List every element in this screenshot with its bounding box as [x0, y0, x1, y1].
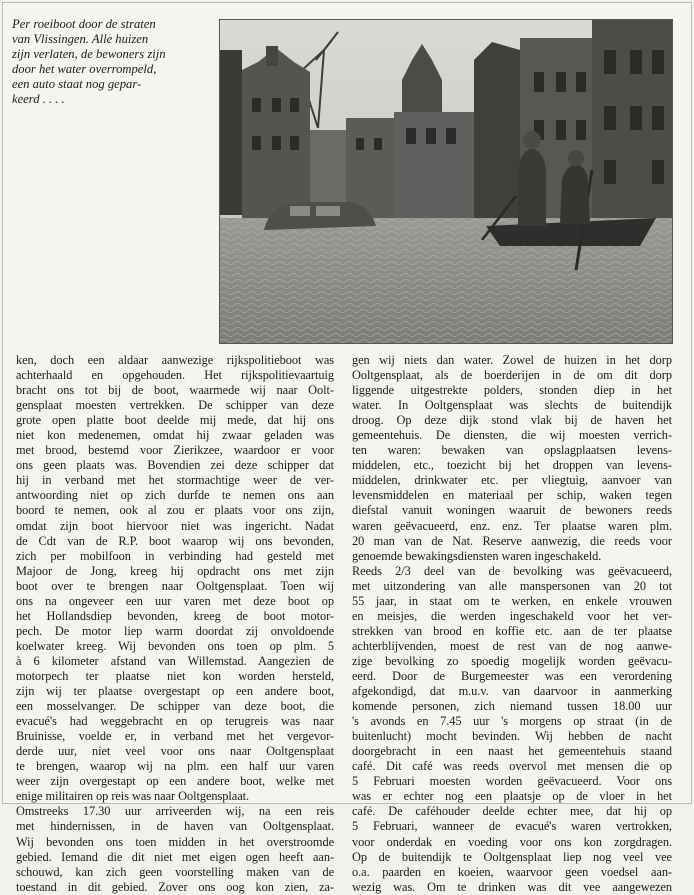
caption-line: zijn verlaten, de bewoners zijn [12, 47, 166, 62]
text-line: te brengen, waarop wij na plm. een half uur varen [16, 759, 334, 774]
caption-line: een auto staat nog gepar- [12, 77, 142, 92]
text-line: water. In Ooltgensplaat was slechts de buitendijk [352, 398, 672, 413]
text-line: gensplaat moesten vertrekken. De schipper van deze [16, 398, 334, 413]
text-line: boot over te brengen naar Ooltgensplaat. Toen wij [16, 578, 334, 593]
text-line: enige militairen op reis was naar Ooltgensplaat. [16, 789, 250, 804]
caption-line: van Vlissingen. Alle huizen [12, 32, 149, 47]
article-column-1 [16, 353, 334, 895]
text-line: strekken van brood en koffie etc. aan de ter plaatse [352, 623, 672, 638]
text-line: afgekondigd, dat m.u.v. van daarvoor in aanmerking [352, 684, 672, 699]
photo-caption [12, 17, 208, 108]
text-line: gemeentehuis. De diensten, die wij moesten verrich- [352, 428, 672, 443]
text-line: het Hollandsdiep bevonden, kreeg de boot motor- [16, 608, 334, 623]
text-line: doorgebracht in een naast het gemeentehuis staand [352, 744, 672, 759]
text-line: de Cdt van de R.P. boot waarop wij ons bevonden, [16, 533, 334, 548]
text-line: niet kon medenemen, omdat hij zwaar geladen was [16, 428, 334, 443]
text-line: ken, doch een aldaar aanwezige rijkspolitieboot was [16, 353, 334, 367]
text-line: gebied. Iemand die dit niet met eigen ogen heeft aan- [16, 849, 334, 864]
text-line: evacué's had weggebracht en op terugreis was naar [16, 714, 334, 729]
text-line: zijn wij ter plaatse overgestapt op een andere boot, [16, 684, 334, 699]
text-line: waren geëvacueerd, enz. enz. Ter plaatse waren plm. [352, 518, 672, 533]
text-line: komende personen, zich niemand tussen 18.00 uur [352, 699, 672, 714]
text-line: een mosselvanger. De schipper van deze boot, die [16, 699, 334, 714]
text-line: o.a. paarden en koeien, waarvoor geen voedsel aan- [352, 864, 672, 879]
text-line: gen wij niets dan water. Zowel de huizen in het dorp [352, 353, 672, 367]
text-line: 55 jaar, in staat om te werken, en enkele vrouwen [352, 593, 672, 608]
text-line: eerd. Door de Burgemeester was een verordening [352, 668, 672, 683]
text-line: achterhaald en opgehouden. Het rijkspolitievaartuig [16, 368, 334, 383]
text-line: met brood, bestemd voor Zierikzee, waardoor er voor [16, 443, 334, 458]
text-line: café. De caféhouder deelde echter mee, dat hij op [352, 804, 672, 819]
text-line: wezig was. Om te drinken was dit vee aangewezen [352, 879, 672, 894]
photo-illustration [220, 20, 672, 343]
text-line: à 6 kilometer afstand van Willemstad. Aangezien de [16, 653, 334, 668]
text-line: middelen, drinkwater etc. per vliegtuig, aanvoer van [352, 473, 672, 488]
text-line: 5 Februari, wanneer de evacué's waren vertrokken, [352, 819, 672, 834]
text-line: met uitzondering van alle manspersonen van 20 tot [352, 578, 672, 593]
text-line: bracht ons tot bij de boot, waarmede wij naar Oolt- [16, 383, 334, 398]
magazine-page [2, 2, 692, 894]
text-line: en meisjes, die werden ingeschakeld voor het ver- [352, 608, 672, 623]
text-line: droog. Op deze dijk stond vlak bij de haven het [352, 413, 672, 428]
text-line: weer zijn overgestapt op een andere boot, welke met [16, 774, 334, 789]
text-line: hij in verband met het stormachtige weer de ver- [16, 473, 334, 488]
text-line: 20 man van de Nat. Reserve aanwezig, die reeds voor [352, 533, 672, 548]
text-line: antwoording niet op zich durfde te nemen ons aan [16, 488, 334, 503]
text-line: Bruinisse, voelde er, in verband met het vergevor- [16, 729, 334, 744]
text-line: café. Dit café was reeds overvol met mensen die op [352, 759, 672, 774]
text-line: middelen, etc., toezicht bij het droppen van levens- [352, 458, 672, 473]
article-column-2 [352, 353, 672, 895]
text-line: boord te nemen, ook al zou er plaats voor ons zijn, [16, 503, 334, 518]
text-line: 's avonds en 7.45 uur 's morgens op straat (in de [352, 714, 672, 729]
text-line: Reeds 2/3 deel van de bevolking was geëvacueerd, [352, 563, 672, 578]
text-line: Ooltgensplaat, als de boerderijen in de om dit dorp [352, 368, 672, 383]
text-line: liggende uitgestrekte polders, stonden diep in het [352, 383, 672, 398]
text-line: ons geen plaats was. Bovendien zei deze schipper dat [16, 458, 334, 473]
text-line: grote open platte boot deelde mij mede, dat hij ons [16, 413, 334, 428]
text-line: was er echter nog een plaatsje op de vloer in het [352, 789, 672, 804]
text-line: omdat zijn boot hiervoor niet was ingericht. Nadat [16, 518, 334, 533]
text-line: levensmiddelen en materiaal per schip, waken tegen [352, 488, 672, 503]
text-line: ons na ongeveer een uur varen met deze boot op [16, 593, 334, 608]
flooded-street-photo [219, 19, 673, 344]
text-line: pech. De motor liep warm doordat zij onvoldoende [16, 623, 334, 638]
text-line: toestand in dit gebied. Zover ons oog kon zien, za- [16, 879, 334, 894]
text-line: zige bevolking zo spoedig mogelijk worden geëvacu- [352, 653, 672, 668]
caption-line: Per roeiboot door de straten [12, 17, 156, 31]
text-line: koelwater kreeg. Wij bevonden ons toen op plm. 5 [16, 638, 334, 653]
text-line: schouwd, kan zich geen voorstelling maken van de [16, 864, 334, 879]
text-line: motorpech ter plaatse niet kon worden hersteld, [16, 668, 334, 683]
text-line: Omstreeks 17.30 uur arriveerden wij, na een reis [16, 804, 334, 819]
text-line: 5 Februari moesten worden geëvacueerd. Voor ons [352, 774, 672, 789]
text-line: genoemde bewakingsdiensten waren ingeschakeld. [352, 548, 602, 563]
text-line: achterblijvenden, moest de rest van de nog aanwe- [352, 638, 672, 653]
text-line: buitenlucht) mocht bevinden. Wij hebben de nacht [352, 729, 672, 744]
text-line: Wij bevonden ons toen midden in het overstroomde [16, 834, 334, 849]
text-line: met hindernissen, in de haven van Ooltgensplaat. [16, 819, 334, 834]
text-line: Op de buitendijk te Ooltgensplaat liep nog veel vee [352, 849, 672, 864]
text-line: zich per mobilfoon in verbinding had gesteld met [16, 548, 334, 563]
text-line: diefstal vanuit woningen waaruit de bewoners reeds [352, 503, 672, 518]
text-line: ten waren: bewaken van opslagplaatsen levens- [352, 443, 672, 458]
text-line: voor onderdak en voeding voor ons kon zorgdragen. [352, 834, 672, 849]
text-line: Majoor de Jong, kreeg hij opdracht ons met zijn [16, 563, 334, 578]
caption-line: door het water overrompeld, [12, 62, 157, 77]
text-line: derde uur, niet veel voor ons naar Ooltgensplaat [16, 744, 334, 759]
caption-line: keerd . . . . [12, 92, 65, 107]
